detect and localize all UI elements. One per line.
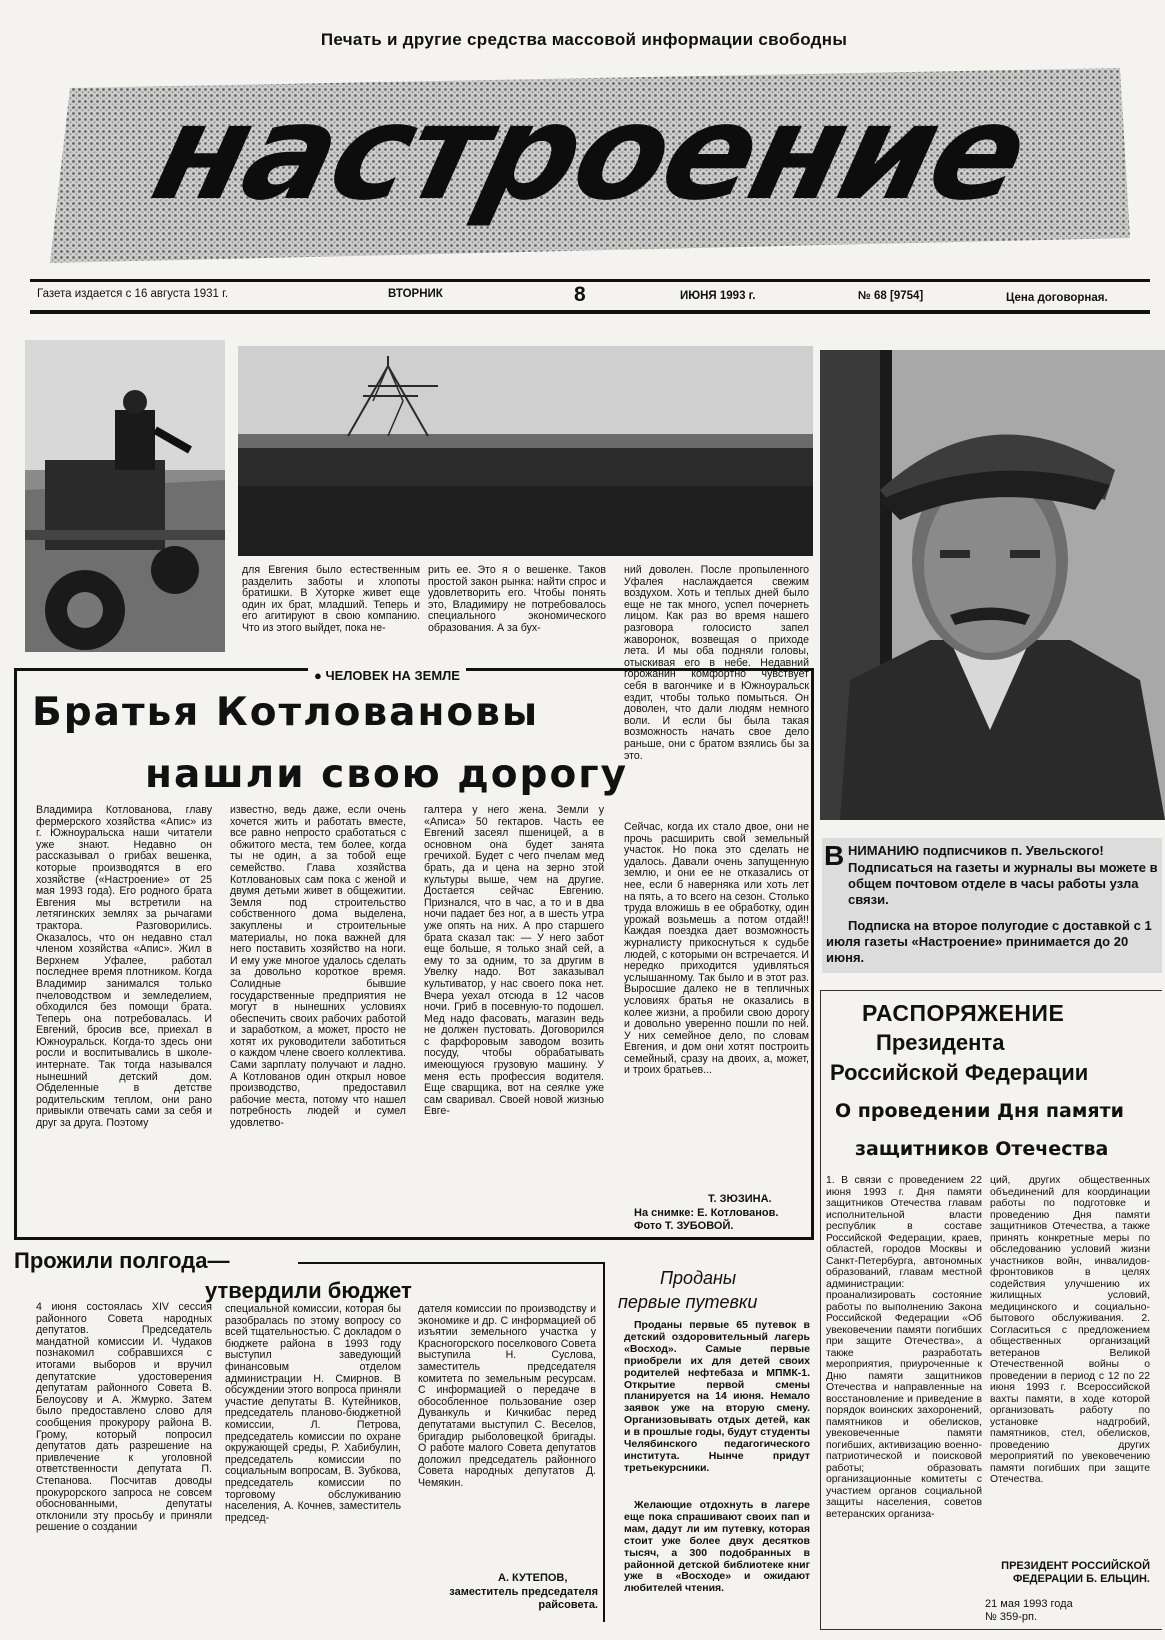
budget-headline-2: утвердили бюджет <box>205 1278 412 1303</box>
budget-signature-role: заместитель председателя райсовета. <box>449 1586 598 1611</box>
budget-headline-rule <box>298 1262 604 1264</box>
decree-title-3: Российской Федерации <box>830 1060 1089 1085</box>
price: Цена договорная. <box>1006 292 1108 304</box>
month-year: ИЮНЯ 1993 г. <box>680 290 756 302</box>
budget-col-2: специальной комиссии, которая бы разобралась по этому вопросу со всей тщательностью. С докладом о бюджете района в 1993 году выступил заведующий финансовым отделом администрации Н. Смирнов. В обсуждении этого вопроса приняли участие депутаты В. Кутейников, председатель планово-бюджетной комиссии, Л. Петрова, председатель комиссии по охране окружающей среды, Р. Хабибулин, председатель комиссии по социальным вопросам, В. Зубкова, председатель комиссии по торговому обслуживанию населения, А. Кочнев, заместитель председ- <box>225 1304 401 1524</box>
budget-signature: А. КУТЕПОВ, <box>498 1572 568 1584</box>
photo-tractor <box>25 340 225 652</box>
decree-title-2: Президента <box>876 1030 1005 1055</box>
feature-top-col-3: ний доволен. После пропыленного Уфалея наслаждается свежим воздухом. Хоть и теплых дней было еще не так много, успел почернеть лицом. Как раз во время нашего разговора голосисто запел жаворонок, возвещая о приходе лета. И мы оба подняли головы, отыскивая его в небе. Недавний горожанин комфортно чувствует себя в вагончике и в Южноуральск ездит, чтобы только помыться. Он доволен, что дали людям немного воли. И если бы была такая возможность начать свое дело раньше, они с братом взялись бы за это. <box>624 565 809 762</box>
issue-day: 8 <box>574 283 586 306</box>
photo-field <box>238 346 813 556</box>
feature-signature: Т. ЗЮЗИНА. <box>708 1193 772 1205</box>
portrait-image <box>820 350 1165 820</box>
masthead-slogan: Печать и другие средства массовой информации свободны <box>320 30 848 49</box>
decree-number: № 359-рп. <box>985 1611 1038 1623</box>
budget-headline-1: Прожили полгода— <box>14 1248 230 1273</box>
masthead-title: настроение <box>139 76 1041 230</box>
rubric-bullet-icon: ● <box>314 668 322 683</box>
notice-title: НИМАНИЮ подписчиков п. Увельского! <box>848 843 1104 858</box>
notice-box <box>822 838 1162 973</box>
feature-col-2: известно, ведь даже, если очень хочется жить и работать вместе, все равно непросто сработаться с обжитого места, тем более, когда ты не один, а за тобой еще семейство. Глава хозяйства Котловановых сам пока с женой и двумя детьми живет в общежитии. Земля под строительство собственного дома выделена, закуплены и строительные материалы, но пока важней для него поставить хозяйство на ноги. И ему уже многое удалось сделать за довольно короткое время. Солидные бывшие государственные предприятия не могут в нынешних условиях обеспечить своих рабочих работой и заработком, а может, просто не хотят их руководители заботиться о каждом члене своего коллектива. Сами зарплату получают и ладно. А Котлованов один открыл новое производство, предоставил рабочие места, потому что нашел потребность людей и сумел удовлетво- <box>230 805 406 1130</box>
feature-col-3: галтера у него жена. Земли у «Аписа» 50 гектаров. Часть ее Евгений засеял пшеницей, а в основном она будет занята гречихой. Будет с чего пчелам мед брать, да и цена на зерно этой культуры выше, чем на другие. Достается сейчас Евгению. Признался, что в час, а то и в два ночи падает без ног, а в шесть утра уже опять на них. А про старшего брата сказал так: — У него забот еще больше, я только знай сей, а ему то за одним, то за другим в Увелку надо. Вот заказывал культиватор, у нас своего пока нет. Вчера уехал отсюда в 12 часов ночи. Гриб в посевную-то подошел. Мед надо фасовать, магазин ведь не должен пустовать. Договорился с фарфоровым заводом возить посуду, чтобы обрабатывать имеющуюся грузовую машину. У меня есть профессия водителя. Еще сварщика, вот на сеялке уже сам сваривал. Своей новой жизнью Евге- <box>424 805 604 1118</box>
feature-rubric <box>308 668 466 683</box>
budget-box-right-rule <box>603 1262 605 1622</box>
notice-text-2: Подписка на второе полугодие с доставкой с 1 июля газеты «Настроение» принимается до 20 июня. <box>826 918 1152 965</box>
budget-col-1: 4 июня состоялась XIV сессия районного Совета народных депутатов. Председатель мандатной комиссии И. Чудаков познакомил собравшихся с итогами выборов и вручил депутатские удостоверения депутатам районного Совета В. Белоусову и А. Жмурко. Затем было предоставлено слово для сообщения прокурору района В. Грому, который попросил депутатов дать разрешение на привлечение к уголовной ответственности депутата П. Степанова. Посчитав доводы прокурорского запроса не совсем обоснованными, депутаты отклонили эту просьбу и приняли решение о создании <box>36 1302 212 1534</box>
info-bar-bottom-rule <box>30 310 1150 314</box>
notice-text-1: Подписаться на газеты и журналы вы можете в общем почтовом отделе в часы работы узла связи. <box>848 860 1158 907</box>
decree-col-2: ций, других общественных объединений для координации работы по подготовке и проведению Дня памяти защитников Отечества, а также принять конкретные меры по обследованию условий жизни участников войн, инвалидов-фронтовиков в целях содействия улучшению их жилищных условий, медицинского и социально-бытового обслуживания. 2. Согласиться с предложением общественных организаций ветеранов Великой Отечественной войны о проведении в период с 12 по 22 июня 1993 г. Всероссийской вахты памяти, в ходе которой организовать работу по установке надгробий, памятников, стел, обелисков, проведению других мероприятий по увековечению памяти погибших при защите Отечества. <box>990 1175 1150 1485</box>
decree-subtitle-2: защитников Отечества <box>855 1138 1109 1160</box>
feature-photo-caption: На снимке: Е. Котлованов. Фото Т. ЗУБОВОЙ. <box>634 1207 779 1232</box>
feature-top-col-1: для Евгения было естественным разделить заботы и хлопоты братишки. В Хуторке живет еще один их брат, младший. Теперь и его агитируют в свою компанию. Что из этого выйдет, пока не- <box>242 565 420 634</box>
rubric-label: ЧЕЛОВЕК НА ЗЕМЛЕ <box>325 668 460 683</box>
decree-title-1: РАСПОРЯЖЕНИЕ <box>862 1000 1065 1026</box>
tractor-image <box>25 340 225 652</box>
decree-date: 21 мая 1993 года <box>985 1598 1073 1610</box>
masthead <box>20 18 1148 288</box>
decree-signer: ПРЕЗИДЕНТ РОССИЙСКОЙ ФЕДЕРАЦИИ Б. ЕЛЬЦИН. <box>1001 1560 1150 1585</box>
decree-col-1: 1. В связи с проведением 22 июня 1993 г. Дня памяти защитников Отечества главам исполнительной власти республик в составе Российской Федерации, краев, областей, городов Москвы и Санкт-Петербурга, автономных образований, главам местной администрации: проанализировать состояние работы по выполнению Закона Российской Федерации «Об увековечении памяти погибших при защите Отечества», а также разработать мероприятия, приуроченные к Дню памяти защитников Отечества и направленные на восстановление и приведение в порядок воинских захоронений, памятников и обелисков, увековеченные памяти погибших, активизацию военно-патриотической и поисковой работы; образовать организационные комитеты с участием органов социальной защиты населения, советов ветеранских организа- <box>826 1175 982 1520</box>
feature-col-1: Владимира Котлованова, главу фермерского хозяйства «Апис» из г. Южноуральска наши читатели уже знают. Недавно он рассказывал о грибах вешенка, которые производятся в его хозяйстве («Настроение» от 25 мая 1993 года). Его родного брата Евгения мы встретили на летягинских землях за рычагами трактора. Разговорились. Оказалось, что он недавно стал членом хозяйства «Апис». Жил в Верхнем Уфалее, работал последнее время плотником. Когда Владимир занимался только пчеловодством и земледелием, обходился без помощи брата. Теперь она потребовалась. И Евгений, бросив все, приехал в Южноуральск. Когда-то здесь они росли и воспитывались в школе-интернате. Так тогда назывался нынешний детский дом. Обделенные в детстве родительским теплом, они рано привыкли отвечать сами за себя и друг за друга. Поэтому <box>36 805 212 1130</box>
feature-headline-2: нашли свою дорогу <box>145 752 629 797</box>
since-line: Газета издается с 16 августа 1931 г. <box>37 288 229 300</box>
info-bar-top-rule <box>30 279 1150 282</box>
vouchers-headline-1: Проданы <box>660 1268 737 1288</box>
vouchers-headline-2: первые путевки <box>618 1292 758 1312</box>
feature-headline-1: Братья Котловановы <box>32 690 540 735</box>
field-image <box>238 346 813 556</box>
weekday: ВТОРНИК <box>388 288 443 300</box>
issue-number: № 68 [9754] <box>858 290 924 302</box>
budget-col-3: дателя комиссии по производству и экономике и др. С информацией об изъятии земельного участка у Красногорского поселкового Совета выступила Н. Суслова, заместитель председателя комитета по земельным ресурсам. С информацией о передаче в обособленное пользование озер Дуванкуль и Кичкибас перед депутатами выступил С. Веселов, бригадир рыболовецкой бригады. О работе малого Совета депутатов доложил председатель районного Совета народных депутатов Д. Чемякин. <box>418 1304 596 1489</box>
vouchers-text-1: Проданы первые 65 путевок в детский оздоровительный лагерь «Восход». Самые первые приобрели их для детей своих родителей нефтебаза и МПМК-1. Открытие первой смены планируется на 14 июня. Немало заявок уже на вторую смену. Организовывать отдых детей, как и в прошлые годы, будут студенты Челябинского педагогического института. Нынче придут третьекурсники. <box>624 1320 810 1474</box>
vouchers-text-2: Желающие отдохнуть в лагере еще пока спрашивают своих пап и мам, дадут ли им путевку, которая стоит уже более двух десятков тысяч, а 300 подобранных в районной детской библиотеке книг уже в «Восходе» и ожидают любителей чтения. <box>624 1500 810 1595</box>
decree-subtitle-1: О проведении Дня памяти <box>835 1100 1124 1122</box>
feature-top-col-2: рить ее. Это я о вешенке. Таков простой закон рынка: найти спрос и удовлетворить его. Чтобы понять это, Владимиру не потребовалось специального экономического образования. А за бух- <box>428 565 606 634</box>
photo-portrait <box>820 350 1165 820</box>
notice-initial: В <box>824 840 845 871</box>
feature-col-4: Сейчас, когда их стало двое, они не прочь расширить свой земельный участок. Но пока это сделать не удалось. Давали очень запущенную землю, и они ее не отказались от нее, если б наверняка или хоть лет на пять, а то всего на сезон. Столько труда вложишь в ее обработку, один урожай возьмешь а потом отдай!! Каждая поездка дает возможность журналисту прикоснуться к судьбе людей, с которыми он встречается. И нередко приходится удивляться услышанному. Так было и в этот раз. Выросшие далеко не в тепличных условиях братья не оказались в колее жизни, а пробили свою дорогу и довольно уверенно пошли по ней. У них семейное дело, по словам Евгения, и дом они хотят построить семейный, сразу на двоих, а, может, и троих братьев... <box>624 822 809 1077</box>
